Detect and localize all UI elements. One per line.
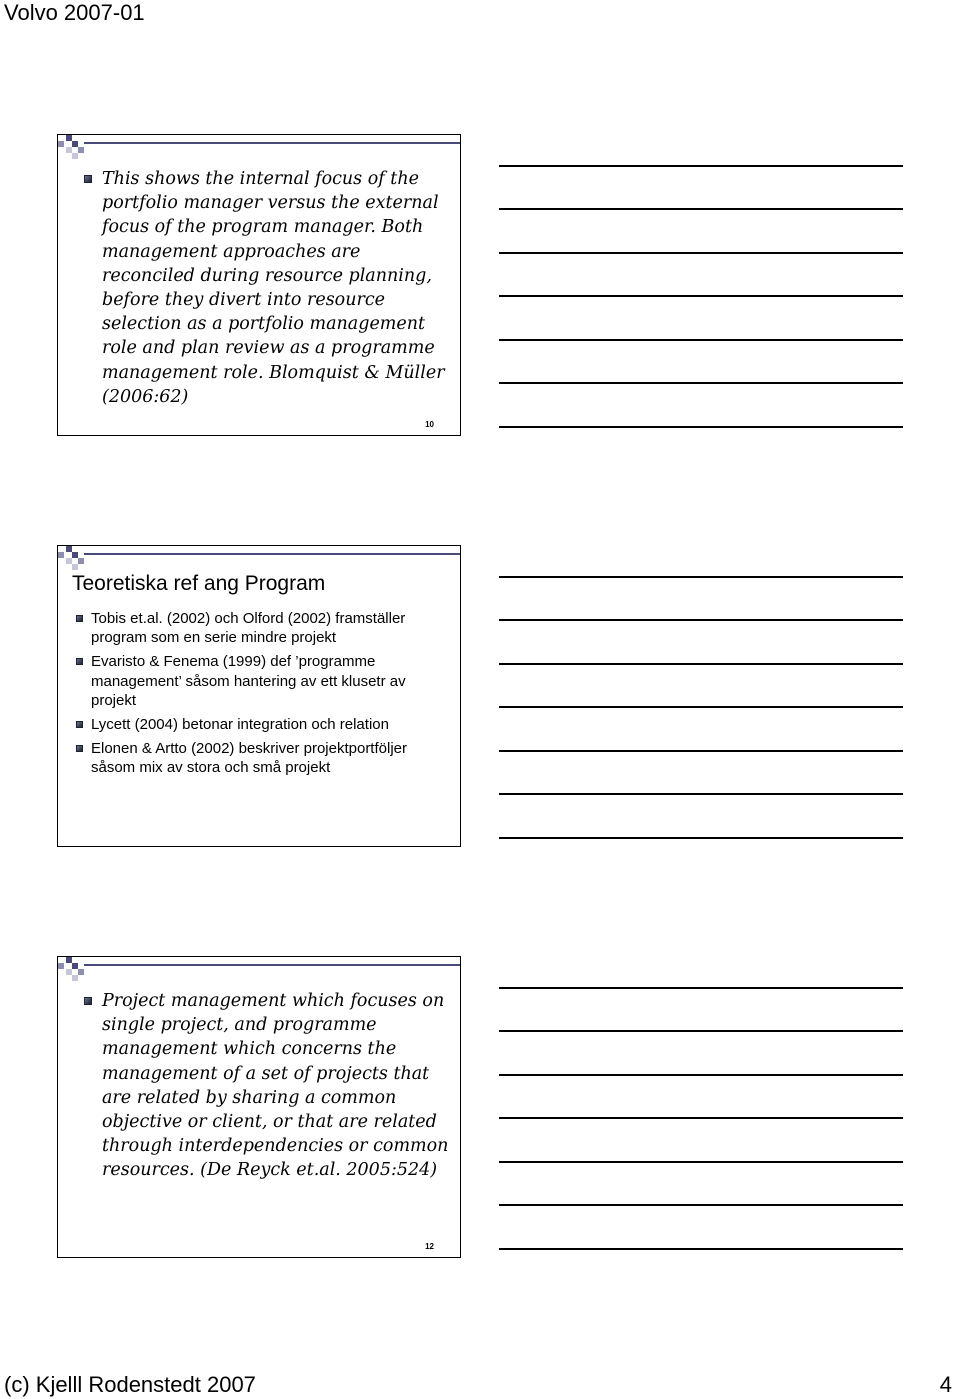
bullet-text: Lycett (2004) betonar integration och relation	[91, 716, 389, 734]
list-item	[84, 989, 454, 1183]
slide-top-rule	[84, 964, 460, 966]
slide-corner-decoration	[58, 135, 88, 165]
list-item	[84, 167, 454, 409]
slide-bullet-list	[76, 609, 446, 782]
square-bullet-icon	[76, 658, 83, 665]
square-bullet-icon	[76, 745, 83, 752]
slide-10	[57, 134, 461, 436]
list-item	[76, 739, 446, 778]
square-bullet-icon	[76, 615, 83, 622]
list-item	[76, 652, 446, 710]
square-bullet-icon	[76, 721, 83, 728]
footer-page-number: 4	[939, 1372, 952, 1397]
list-item	[76, 715, 446, 734]
bullet-text: This shows the internal focus of the portfolio manager versus the external focus of the program manager. Both management approaches are reconciled during resource planning, before they divert into resource selection as a portfolio management role and plan review as a programme management role. Blomquist & Müller (2006:62)	[102, 169, 445, 407]
slide-11	[57, 545, 461, 847]
slide-title: Teoretiska ref ang Program	[72, 572, 326, 595]
slide-body	[84, 989, 454, 1183]
square-bullet-icon	[84, 175, 92, 183]
list-item	[76, 609, 446, 648]
bullet-text: Elonen & Artto (2002) beskriver projektportföljer såsom mix av stora och små projekt	[91, 739, 407, 777]
footer-copyright: (c) Kjelll Rodenstedt 2007	[4, 1372, 256, 1397]
slide-number: 10	[425, 420, 434, 429]
bullet-text: Project management which focuses on single project, and programme management which concerns the management of a set of projects that are related by sharing a common objective or client, or that are related through interdependencies or common resources. (De Reyck et.al. 2005:524)	[102, 991, 449, 1181]
slide-body	[84, 167, 454, 409]
bullet-text: Evaristo & Fenema (1999) def ’programme management’ såsom hantering av ett klusetr av projekt	[91, 653, 406, 710]
bullet-text: Tobis et.al. (2002) och Olford (2002) framställer program som en serie mindre projekt	[91, 610, 406, 647]
slide-number: 12	[425, 1242, 434, 1251]
slide-top-rule	[84, 142, 460, 144]
slide-12	[57, 956, 461, 1258]
page-header-title: Volvo 2007-01	[4, 0, 145, 25]
square-bullet-icon	[84, 997, 92, 1005]
slide-top-rule	[84, 553, 460, 555]
slide-corner-decoration	[58, 957, 88, 987]
